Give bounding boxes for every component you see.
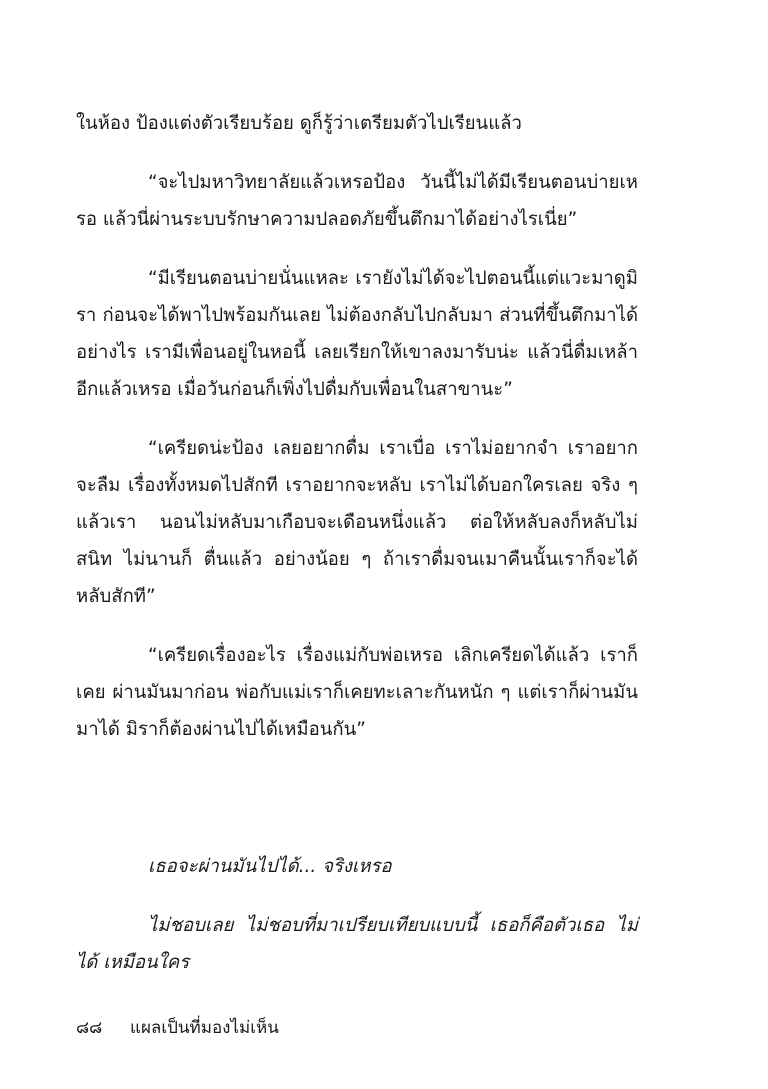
paragraph-5: “เครียดเรื่องอะไร เรื่องแม่กับพ่อเหรอ เลิกเครียดได้แล้ว เราก็เคย ผ่านมันมาก่อน พ่อกับแม่เราก็เคยทะเลาะกันหนัก ๆ แต่เราก็ผ่านมันมาได้ มิราก็ต้องผ่านไปได้เหมือนกัน” — [76, 645, 638, 740]
page-number: ๘๘ — [76, 1018, 103, 1038]
paragraph-2: “จะไปมหาวิทยาลัยแล้วเหรอป้อง วันนี้ไม่ได้มีเรียนตอนบ่ายเหรอ แล้วนี่ผ่านระบบรักษาความปลอดภัยขึ้นตึกมาได้อย่างไรเนี่ย” — [76, 172, 638, 230]
italic-paragraph-1: เธอจะผ่านมันไปได้... จริงเหรอ — [148, 856, 392, 877]
paragraph-1: ในห้อง ป้องแต่งตัวเรียบร้อย ดูก็รู้ว่าเตรียมตัวไปเรียนแล้ว — [76, 113, 522, 134]
section-break — [76, 770, 638, 848]
paragraph-4: “เครียดน่ะป้อง เลยอยากดื่ม เราเบื่อ เราไม่อยากจำ เราอยากจะลืม เรื่องทั้งหมดไปสักที เราอยากจะหลับ เราไม่ได้บอกใครเลย จริง ๆ แล้วเรา นอนไม่หลับมาเกือบจะเดือนหนึ่งแล้ว ต่อให้หลับลงก็หลับไม่สนิท ไม่นานก็ ตื่นแล้ว อย่างน้อย ๆ ถ้าเราดื่มจนเมาคืนนั้นเราก็จะได้หลับสักที” — [76, 438, 638, 607]
paragraph-3: “มีเรียนตอนบ่ายนั่นแหละ เรายังไม่ได้จะไปตอนนี้แต่แวะมาดูมิรา ก่อนจะได้พาไปพร้อมกันเลย ไม่ต้องกลับไปกลับมา ส่วนที่ขึ้นตึกมาได้อย่างไร เรามีเพื่อนอยู่ในหอนี้ เลยเรียกให้เขาลงมารับน่ะ แล้วนี่ดื่มเหล้าอีกแล้วเหรอ เมื่อวันก่อนก็เพิ่งไปดื่มกับเพื่อนในสาขานะ” — [76, 268, 638, 400]
page-footer — [76, 1016, 279, 1040]
italic-paragraph-2: ไม่ชอบเลย ไม่ชอบที่มาเปรียบเทียบแบบนี้ เธอก็คือตัวเธอ ไม่ได้ เหมือนใคร — [76, 915, 638, 973]
book-title: แผลเป็นที่มองไม่เห็น — [130, 1018, 279, 1038]
body-text — [76, 105, 638, 1003]
